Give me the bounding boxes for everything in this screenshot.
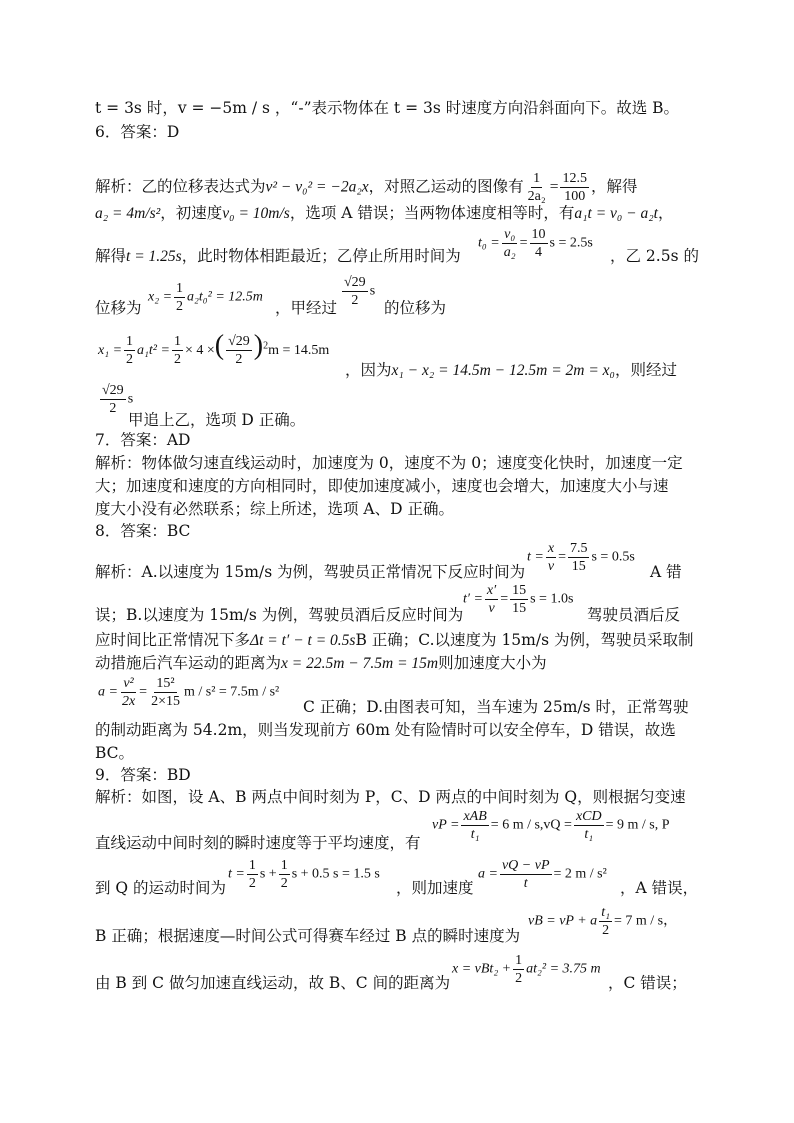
text-fragment: ，甲经过 bbox=[275, 299, 338, 317]
answer-heading-6: 6．答案：D bbox=[95, 123, 180, 141]
text-line: 解得t = 1.25s，此时物体相距最近；乙停止所用时间为 bbox=[95, 247, 461, 265]
text-line: 度大小没有必然联系；综上所述，选项 A、D 正确。 bbox=[95, 500, 454, 518]
text-line: 由 B 到 C 做匀加速直线运动，故 B、C 间的距离为 bbox=[95, 974, 451, 992]
answer-heading-7: 7．答案：AD bbox=[95, 431, 191, 449]
equation-time: $\frac{√29}{2}$ s bbox=[102, 383, 134, 416]
text-fragment: A 错 bbox=[650, 563, 682, 581]
fraction: $\frac{1}{\text{2a₂}}$ bbox=[527, 171, 546, 204]
answer-heading-8: 8．答案：BC bbox=[95, 522, 191, 540]
equation-time: $\frac{√29}{2}$ s bbox=[344, 275, 376, 308]
text-fragment: ，A 错误， bbox=[620, 879, 699, 897]
text-fragment: ，C 错误； bbox=[608, 974, 687, 992]
text-line: 位移为 bbox=[95, 299, 142, 317]
text-line: 应时间比正常情况下多Δt = t′ − t = 0.5sB 正确；C.以速度为 15m/s 为例，驾驶员采取制 bbox=[95, 631, 694, 649]
text-line: 直线运动中间时刻的瞬时速度等于平均速度，有 bbox=[95, 834, 421, 852]
text-fragment: C 正确；D.由图表可知，当车速为 25m/s 时，正常驾驶 bbox=[303, 698, 689, 716]
text-line: 到 Q 的运动时间为 bbox=[95, 879, 227, 897]
equation-vP: vP = $\frac{\text{xAB}}{\text{t₁}}$ = 6 m / s,vQ = $\frac{\text{xCD}}{\text{t₁}}$ = 9 m / s, P bbox=[432, 809, 670, 842]
text-line: t = 3s 时，v = −5m / s ，“-”表示物体在 t = 3s 时速度方向沿斜面向下。故选 B。 bbox=[95, 99, 680, 117]
equation-tPQ: t = $\frac{1}{2}$ s + $\frac{1}{2}$ s + 0.5 s = 1.5 s bbox=[228, 858, 380, 891]
text-line: ，因为x₁ − x₂ = 14.5m − 12.5m = 2m = x₀，则经过 bbox=[345, 361, 677, 379]
text-line: BC。 bbox=[95, 744, 135, 762]
answer-heading-9: 9．答案：BD bbox=[95, 766, 191, 784]
text-fragment: ，乙 2.5s 的 bbox=[610, 247, 699, 265]
text-line: 解析：如图，设 A、B 两点中间时刻为 P，C、D 两点的中间时刻为 Q，则根据匀变速 bbox=[95, 788, 686, 806]
text-fragment: 的位移为 bbox=[384, 299, 447, 317]
equation-xBC: x = vBt₂ + $\frac{1}{2}$ at₂² = 3.75 m bbox=[452, 953, 601, 986]
text-fragment: ，则加速度 bbox=[396, 879, 474, 897]
text-line: 解析：乙的位移表达式为v² − v₀² = −2a₂x，对照乙运动的图像有 $\frac{1}{\text{2a₂}}$ = $\frac{12.5}{100}$ ，解得 bbox=[95, 171, 638, 204]
text-line: B 正确；根据速度—时间公式可得赛车经过 B 点的瞬时速度为 bbox=[95, 927, 521, 945]
text-line: 甲追上乙，选项 D 正确。 bbox=[128, 411, 306, 429]
equation-x2: x₂ = $\frac{1}{2}$ a₂t₀² = 12.5m bbox=[148, 281, 263, 314]
text-line: 动措施后汽车运动的距离为x = 22.5m − 7.5m = 15m则加速度大小为 bbox=[95, 654, 547, 672]
text-fragment: 驾驶员酒后反 bbox=[587, 606, 681, 624]
equation-aPQ: a = $\frac{vQ - vP}{t}$ = 2 m / s² bbox=[478, 858, 607, 891]
equation-aC: a = $\frac{\text{v²}}{2x}$ = $\frac{\text{15²}}{2\times 15}$ m / s² = 7.5m / s² bbox=[98, 676, 280, 709]
text-line: 解析：A.以速度为 15m/s 为例，驾驶员正常情况下反应时间为 bbox=[95, 563, 526, 581]
equation-tB: t′ = $\frac{x'}{v}$ = $\frac{15}{15}$ s = 1.0s bbox=[463, 583, 574, 616]
fraction: $\frac{12.5}{100}$ bbox=[562, 171, 587, 204]
text-line: 的制动距离为 54.2m，则当发现前方 60m 处有险情时可以安全停车，D 错误，故选 bbox=[95, 721, 676, 739]
equation-vB: vB = vP + a $\frac{\text{t₁}}{2}$ = 7 m / s， bbox=[528, 905, 678, 938]
text-line: 误；B.以速度为 15m/s 为例，驾驶员酒后反应时间为 bbox=[95, 606, 464, 624]
equation-tA: t = $\frac{x}{v}$ = $\frac{7.5}{15}$ s = 0.5s bbox=[527, 541, 635, 574]
text-line: a₂ = 4m/s²，初速度v₀ = 10m/s，选项 A 错误；当两物体速度相等时，有a₁t = v₀ − a₂t， bbox=[95, 204, 674, 222]
equation-t0: t₀ = $\frac{\text{v₀}}{\text{a₂}}$ = $\frac{10}{4}$ s = 2.5s bbox=[478, 227, 593, 260]
text-line: 解析：物体做匀速直线运动时，加速度为 0，速度不为 0；速度变化快时，加速度一定 bbox=[95, 454, 683, 472]
equation-x1: x₁ = $\frac{1}{2}$ a₁t² = $\frac{1}{2}$ × 4 ×( $\frac{√29}{2}$ )$^2$m = 14.5m bbox=[98, 330, 330, 368]
text-line: 大；加速度和速度的方向相同时，即使加速度减小，速度也会增大，加速度大小与速 bbox=[95, 477, 669, 495]
